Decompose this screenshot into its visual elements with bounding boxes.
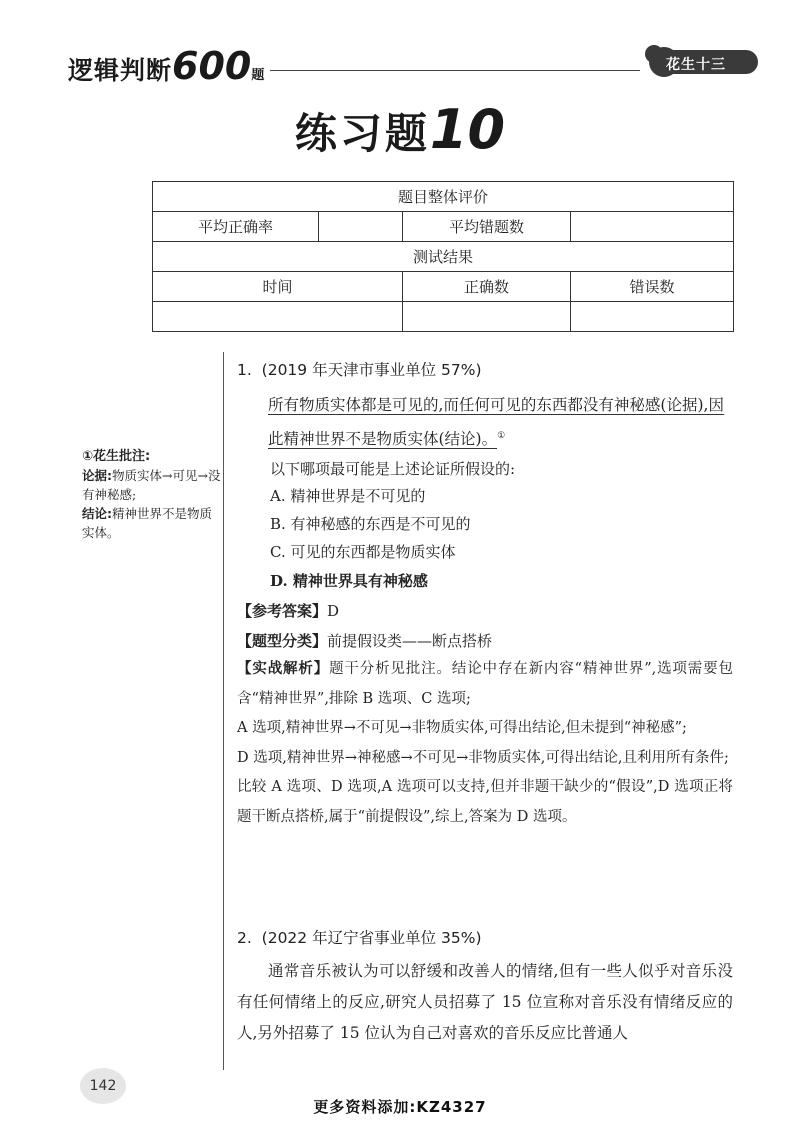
avg-error-label: 平均错题数 [403,212,571,242]
time-cell[interactable] [153,302,403,332]
question-type: 【题型分类】前提假设类——断点搭桥 [237,632,493,650]
annotation-marker: ① [497,431,506,441]
analysis-paragraph: D 选项,精神世界→神秘感→不可见→非物质实体,可得出结论,且利用所有条件; [237,749,729,766]
page-title: 练习题10 [294,98,506,161]
option-c[interactable]: C. 可见的东西都是物质实体 [270,543,456,561]
test-result-header: 测试结果 [153,242,734,272]
annotation-premise: 论据:物质实体→可见→没有神秘感; [82,468,221,502]
analysis-paragraph: 【实战解析】题干分析见批注。结论中存在新内容“精神世界”,选项需要包含“精神世界”,排除 B 选项、C 选项; [237,661,733,707]
question-1-prompt: 以下哪项最可能是上述论证所假设的: [270,460,516,478]
question-1-stem: 所有物质实体都是可见的,而任何可见的东西都没有神秘感(论据),因此精神世界不是物质实体(结论)。① [268,396,724,449]
time-column-header: 时间 [153,272,403,302]
errors-cell[interactable] [571,302,734,332]
header-rule [270,70,640,71]
footer-note: 更多资料添加:KZ4327 [313,1098,487,1116]
errors-column-header: 错误数 [571,272,734,302]
reference-answer: 【参考答案】D [237,602,340,620]
book-title-number: 600 [172,44,252,88]
correct-column-header: 正确数 [403,272,571,302]
question-1-header: 1. (2019 年天津市事业单位 57%) [237,361,482,379]
question-2-stem: 通常音乐被认为可以舒缓和改善人的情绪,但有一些人似乎对音乐没有任何情绪上的反应,研究人员招募了 15 位宣称对音乐没有情绪反应的人,另外招募了 15 位认为自己对喜欢的音乐反应比普通人 [237,962,733,1042]
avg-correct-label: 平均正确率 [153,212,319,242]
brand-name: 花生十三 [666,57,726,73]
book-title-suffix: 题 [251,68,266,83]
margin-divider [223,352,224,1070]
page-number: 142 [80,1068,126,1104]
margin-annotation [82,447,222,542]
correct-cell[interactable] [403,302,571,332]
option-a[interactable]: A. 精神世界是不可见的 [270,487,426,505]
analysis [237,655,733,833]
option-d[interactable]: D. 精神世界具有神秘感 [270,572,428,590]
overall-evaluation-header: 题目整体评价 [153,182,734,212]
question-2-header: 2. (2022 年辽宁省事业单位 35%) [237,929,482,947]
analysis-paragraph: 比较 A 选项、D 选项,A 选项可以支持,但并非题干缺少的“假设”,D 选项正将题干断点搭桥,属于“前提假设”,综上,答案为 D 选项。 [237,779,733,825]
analysis-paragraph: A 选项,精神世界→不可见→非物质实体,可得出结论,但未提到“神秘感”; [237,720,687,737]
annotation-title: ①花生批注: [82,449,151,464]
book-title-prefix: 逻辑判断 [68,56,173,85]
book-title [68,44,265,88]
option-b[interactable]: B. 有神秘感的东西是不可见的 [270,515,471,533]
avg-error-cell[interactable] [571,212,734,242]
annotation-conclusion: 结论:精神世界不是物质实体。 [82,506,213,540]
evaluation-table [152,181,734,332]
avg-correct-cell[interactable] [319,212,403,242]
